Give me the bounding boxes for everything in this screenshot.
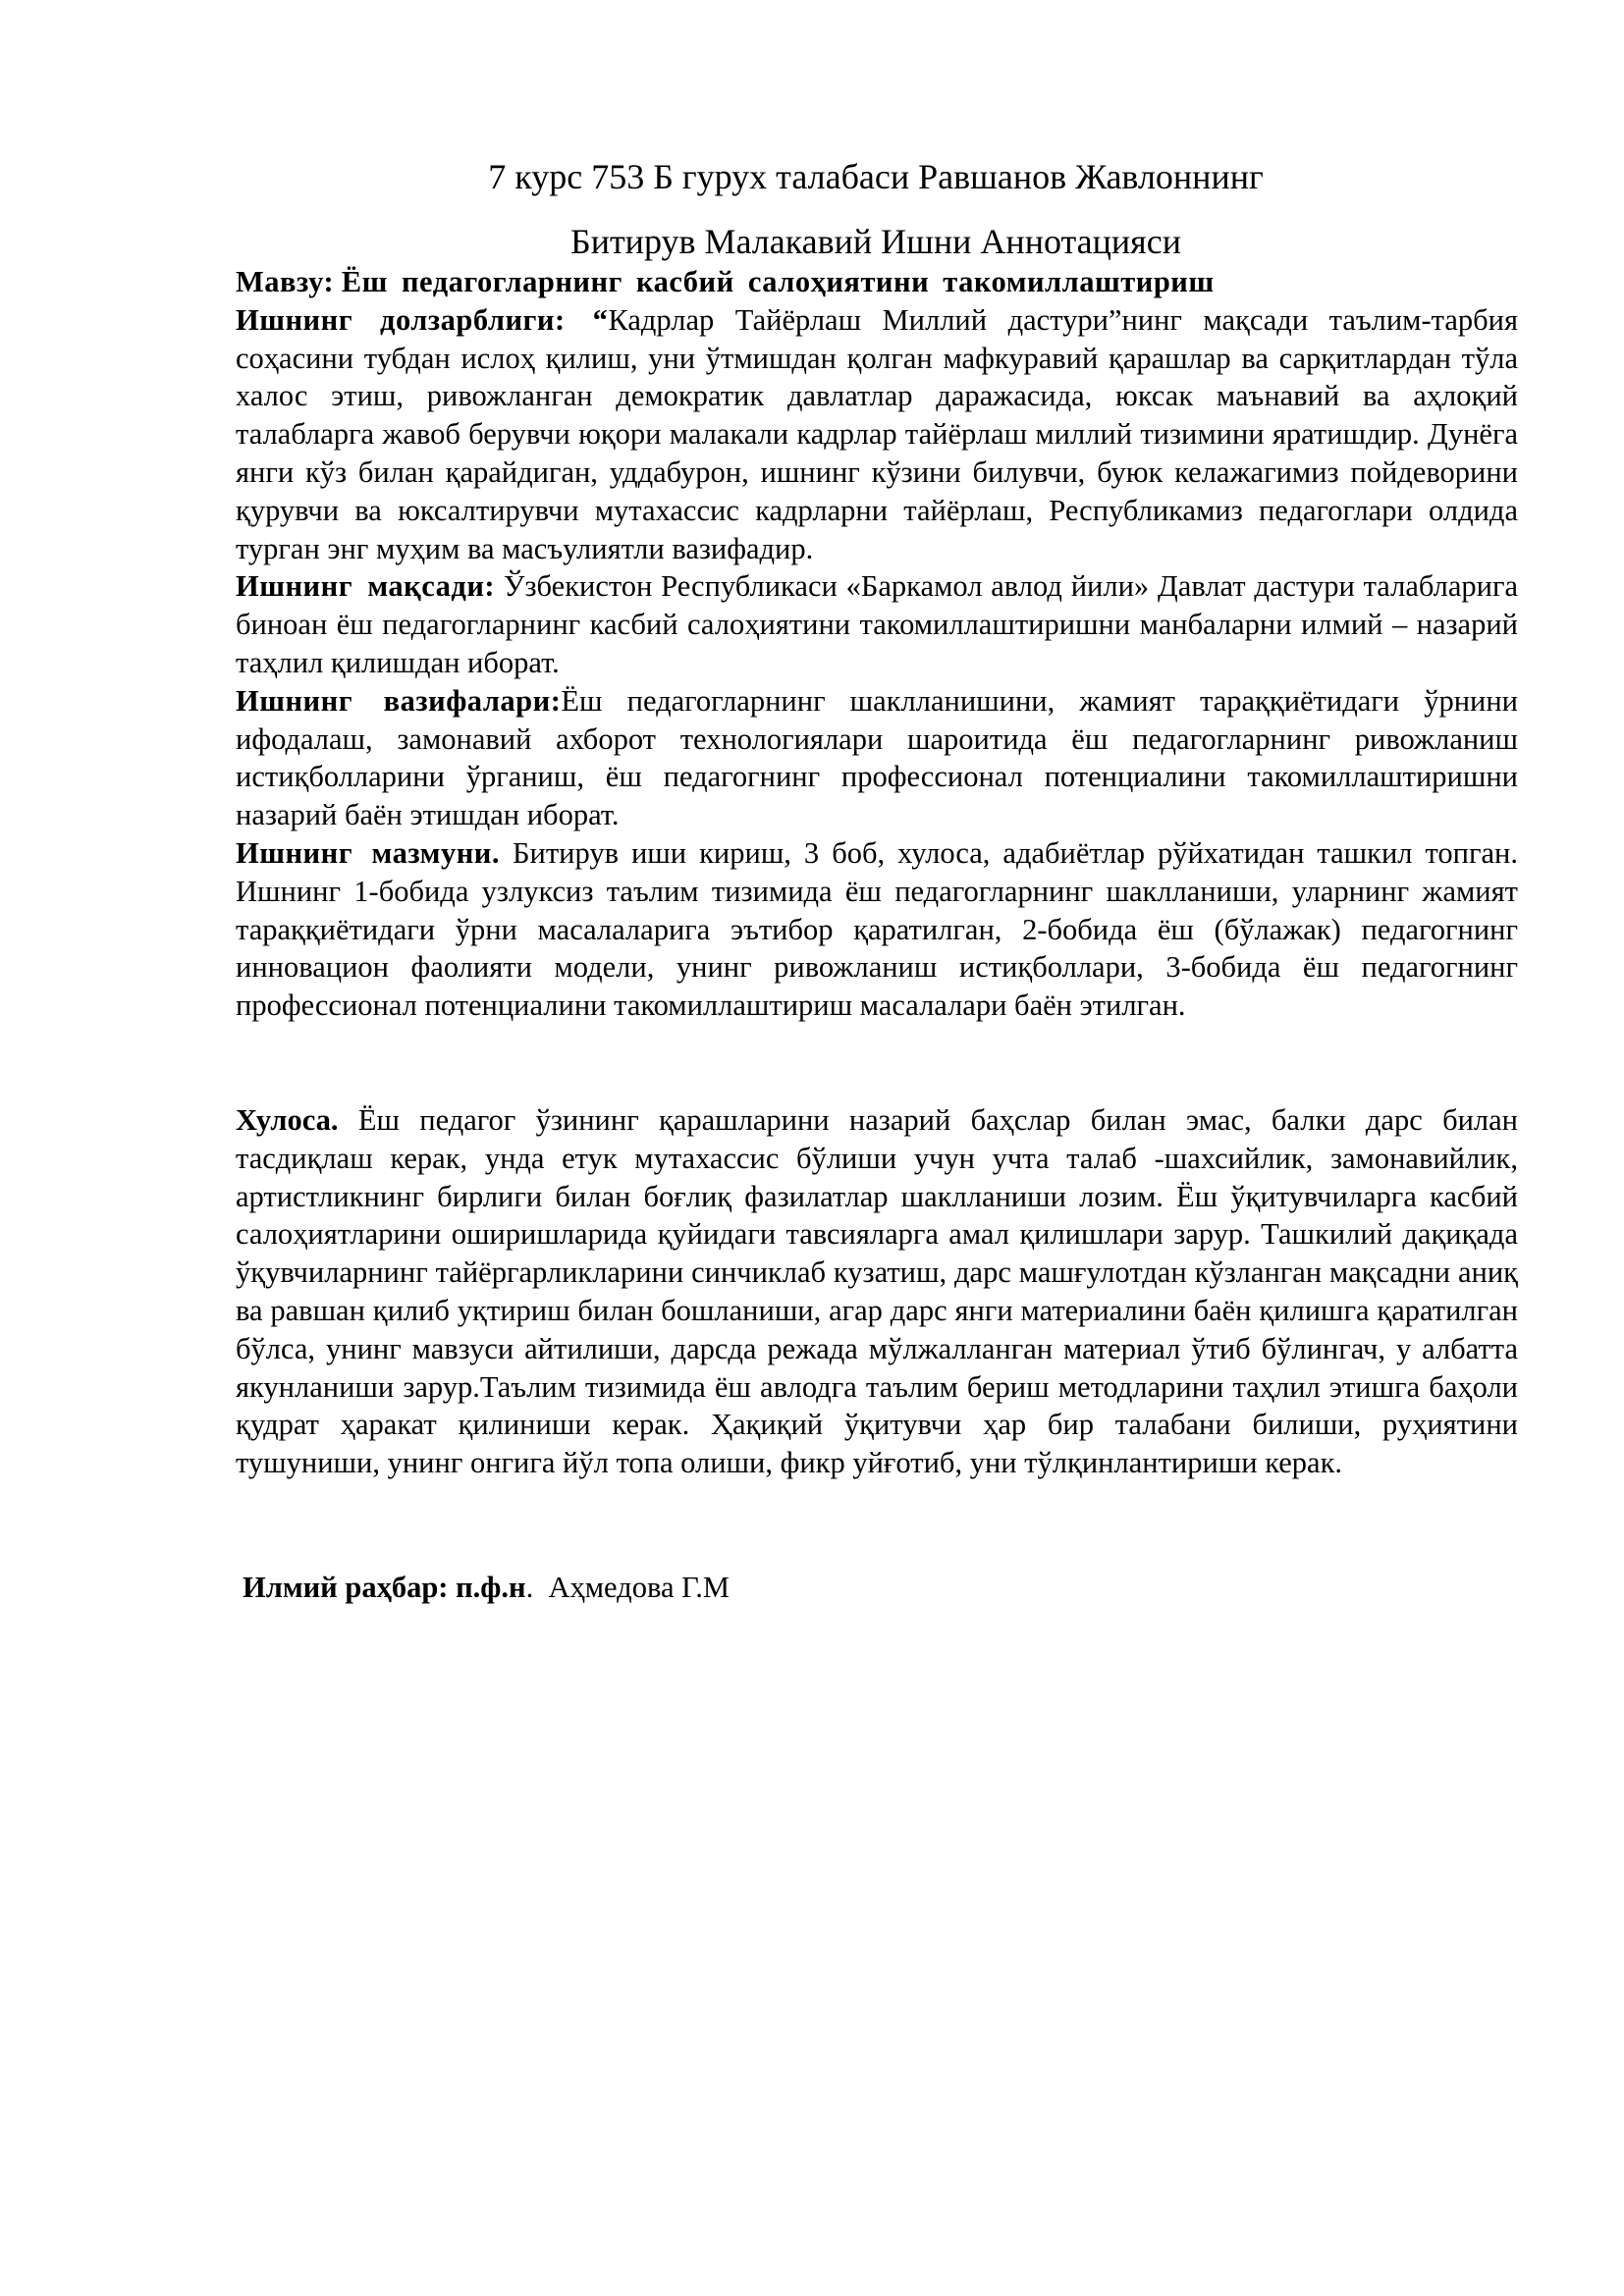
conclusion-section bbox=[236, 1101, 1518, 1482]
conclusion-text: Ёш педагог ўзининг қарашларини назарий баҳслар билан эмас, балки дарс билан тасдиқлаш керак, унда етук мутахассис бўлиши учун учта талаб -шахсийлик, замонавийлик, артистликнинг бирлиги билан боғлиқ фазилатлар шаклланиши лозим. Ёш ўқитувчиларга касбий салоҳиятларини оширишларида қуйидаги тавсияларга амал қилишлари зарур. Ташкилий дақиқада ўқувчиларнинг тайёргарликларини синчиклаб кузатиш, дарс машғулотдан кўзланган мақсадни аниқ ва равшан қилиб уқтириш билан бошланиши, агар дарс янги материалини баён қилишга қаратилган бўлса, унинг мавзуси айтилиши, дарсда режада мўлжалланган материал ўтиб бўлингач, у албатта якунланиши зарур.Таълим тизимида ёш авлодга таълим бериш методларини таҳлил этишга баҳоли қудрат ҳаракат қилиниши керак. Ҳақиқий ўқитувчи ҳар бир талабани билиши, руҳиятини тушуниши, унинг онгига йўл топа олиши, фикр уйғотиб, уни тўлқинлантириши керак. bbox=[236, 1103, 1518, 1480]
tasks-label: Ишнинг вазифалари: bbox=[236, 683, 562, 718]
document-title-line-1: 7 курс 753 Б гурух талабаси Равшанов Жавлоннинг bbox=[488, 157, 1264, 196]
topic-paragraph bbox=[236, 263, 1518, 301]
relevance-text: Кадрлар Тайёрлаш Миллий дастури”нинг мақсади таълим-тарбия соҳасини тубдан ислоҳ қилиш, уни ўтмишдан қолган мафкуравий қарашлар ва сарқитлардан тўла халос этиш, ривожланган демократик давлатлар даражасида, юксак маънавий ва аҳлоқий талабларга жавоб берувчи юқори малакали кадрлар тайёрлаш миллий тизимини яратишдир. Дунёга янги кўз билан қарайдиган, уддабурон, ишнинг кўзини билувчи, буюк келажагимиз пойдеворини қурувчи ва юксалтирувчи мутахассис кадрларни тайёрлаш, Республикамиз педагоглари олдида турган энг муҳим ва масъулиятли вазифадир. bbox=[236, 302, 1518, 565]
topic-label: Мавзу: bbox=[236, 265, 335, 298]
content-text: Битирув иши кириш, 3 боб, хулоса, адабиётлар рўйхатидан ташкил топган. Ишнинг 1-бобида узлуксиз таълим тизимида ёш педагогларнинг шаклланиши, уларнинг жамият тараққиётидаги ўрни масалаларига эътибор қаратилган, 2-бобида ёш (бўлажак) педагогнинг инновацион фаолияти модели, унинг ривожланиш истиқболлари, 3-бобида ёш педагогнинг профессионал потенциалини такомиллаштириш масалалари баён этилган. bbox=[236, 835, 1518, 1023]
advisor-name: Аҳмедова Г.М bbox=[548, 1571, 731, 1604]
conclusion-label: Хулоса. bbox=[236, 1103, 339, 1137]
goal-text: Ўзбекистон Республикаси «Баркамол авлод йили» Давлат дастури талабларига биноан ёш педагогларнинг касбий салоҳиятини такомиллаштиришни манбаларни илмий – назарий таҳлил қилишдан иборат. bbox=[236, 569, 1518, 679]
document-title-line-2: Битирув Малакавий Ишни Аннотацияси bbox=[570, 222, 1181, 261]
goal-paragraph bbox=[236, 567, 1518, 681]
advisor-label: Илмий раҳбар: п.ф.н bbox=[243, 1571, 526, 1604]
conclusion-paragraph bbox=[236, 1101, 1518, 1482]
tasks-text: Ёш педагогларнинг шаклланишини, жамият тараққиётидаги ўрнини ифодалаш, замонавий ахборот технологиялари шароитида ёш педагогларнинг ривожланиш истиқболларини ўрганиш, ёш педагогнинг профессионал потенциалини такомиллаштиришни назарий баён этишдан иборат. bbox=[236, 683, 1518, 832]
content-label: Ишнинг мазмуни. bbox=[236, 835, 500, 870]
topic-text: Ёш педагогларнинг касбий салоҳиятини такомиллаштириш bbox=[341, 265, 1215, 298]
advisor-punct: . bbox=[525, 1571, 549, 1604]
relevance-label: Ишнинг долзарблиги: “ bbox=[236, 302, 609, 337]
content-paragraph bbox=[236, 834, 1518, 1025]
goal-label: Ишнинг мақсади: bbox=[236, 569, 496, 604]
tasks-paragraph bbox=[236, 682, 1518, 834]
relevance-paragraph bbox=[236, 301, 1518, 568]
advisor-line bbox=[243, 1569, 730, 1606]
annotation-body bbox=[236, 263, 1518, 1025]
